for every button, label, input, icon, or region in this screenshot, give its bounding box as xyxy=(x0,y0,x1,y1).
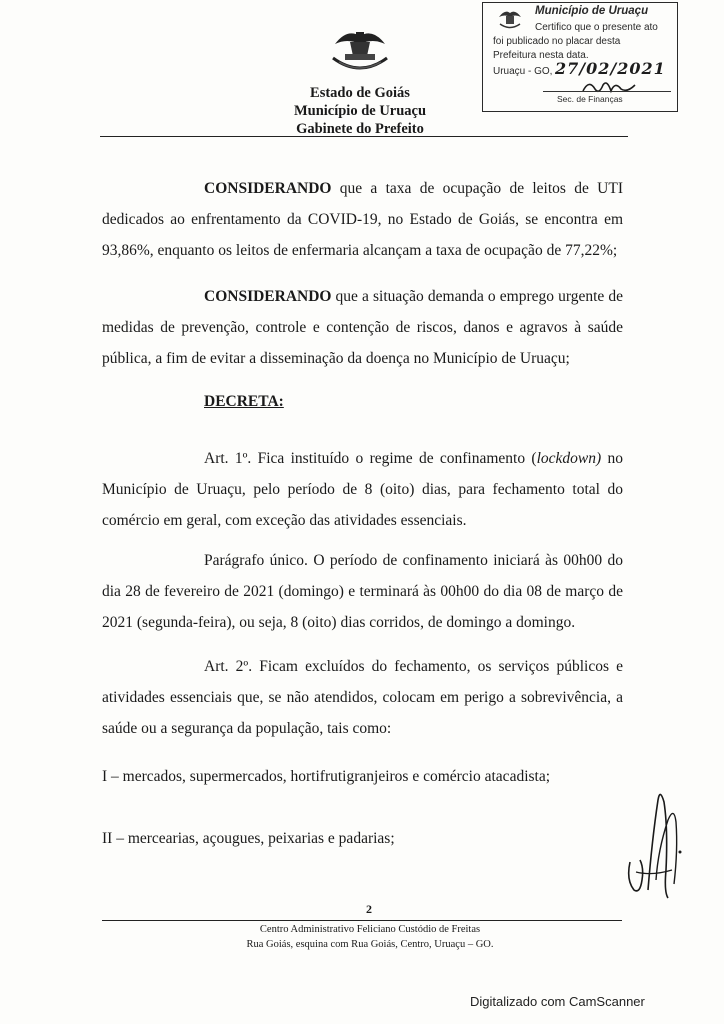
considerando-lead-1: CONSIDERANDO xyxy=(204,180,332,197)
stamp-location: Uruaçu - GO, xyxy=(493,66,553,77)
government-header xyxy=(240,84,480,138)
article-2: Art. 2º. Ficam excluídos do fechamento, os serviços públicos e atividades essenciais que, se não atendidos, colocam em perigo a sobrevivência, a saúde ou a segurança da população, tais como: xyxy=(102,658,623,737)
article-1-part-b: no Município de Uruaçu, pelo período de 8 (oito) dias, para fechamento total do comércio em geral, com exceção das atividades essenciais. xyxy=(102,450,624,529)
considerando-text-1: que a taxa de ocupação de leitos de UTI dedicados ao enfrentamento da COVID-19, no Estado de Goiás, se encontra em 93,86%, enquanto os leitos de enfermaria alcançam a taxa de ocupação de 77,22%; xyxy=(102,180,623,259)
considerando-lead-2: CONSIDERANDO xyxy=(204,288,332,305)
footer-divider xyxy=(102,920,622,921)
stamp-crest-icon xyxy=(497,7,523,29)
publication-stamp xyxy=(482,2,678,112)
state-name: Estado de Goiás xyxy=(310,85,410,101)
article-1-part-a: Art. 1º. Fica instituído o regime de confinamento ( xyxy=(204,450,537,467)
paragrafo-unico: Parágrafo único. O período de confinamento iniciará às 00h00 do dia 28 de fevereiro de 2021 (domingo) e terminará às 00h00 do dia 08 de março de 2021 (segunda-feira), ou seja, 8 (oito) dias corridos, de domingo a domingo. xyxy=(102,552,623,631)
list-item-2: II – mercearias, açougues, peixarias e padarias; xyxy=(102,830,395,847)
decreta-heading: DECRETA: xyxy=(204,393,284,410)
stamp-handwritten-date: 27/02/2021 xyxy=(555,59,666,78)
stamp-title: Município de Uruaçu xyxy=(535,5,649,17)
considerando-paragraph-2 xyxy=(102,281,623,374)
camscanner-watermark: Digitalizado com CamScanner xyxy=(470,994,645,1009)
header-divider xyxy=(100,136,628,137)
page-number: 2 xyxy=(366,902,372,916)
municipal-crest-icon xyxy=(325,22,395,78)
office-name: Gabinete do Prefeito xyxy=(296,121,424,137)
stamp-signature-line xyxy=(543,91,671,92)
considerando-paragraph-1 xyxy=(102,173,623,266)
handwritten-signature xyxy=(612,780,692,910)
article-1 xyxy=(102,443,623,536)
footer-line-1: Centro Administrativo Feliciano Custódio de Freitas xyxy=(259,924,481,935)
list-item-1: I – mercados, supermercados, hortifrutigranjeiros e comércio atacadista; xyxy=(102,768,551,785)
footer-address xyxy=(180,922,560,952)
stamp-line-2: foi publicado no placar desta xyxy=(493,36,621,47)
footer-line-2: Rua Goiás, esquina com Rua Goiás, Centro, Uruaçu – GO. xyxy=(246,939,494,950)
stamp-signature-label: Sec. de Finanças xyxy=(557,94,623,104)
considerando-text-2: que a situação demanda o emprego urgente de medidas de prevenção, controle e contenção de riscos, danos e agravos à saúde pública, a fim de evitar a disseminação da doença no Município de Uruaçu; xyxy=(102,288,623,367)
stamp-line-3: Prefeitura nesta data. xyxy=(493,50,589,61)
municipality-name: Município de Uruaçu xyxy=(293,103,427,119)
article-1-lockdown: lockdown) xyxy=(536,450,602,467)
stamp-line-1: Certifico que o presente ato xyxy=(535,22,658,33)
